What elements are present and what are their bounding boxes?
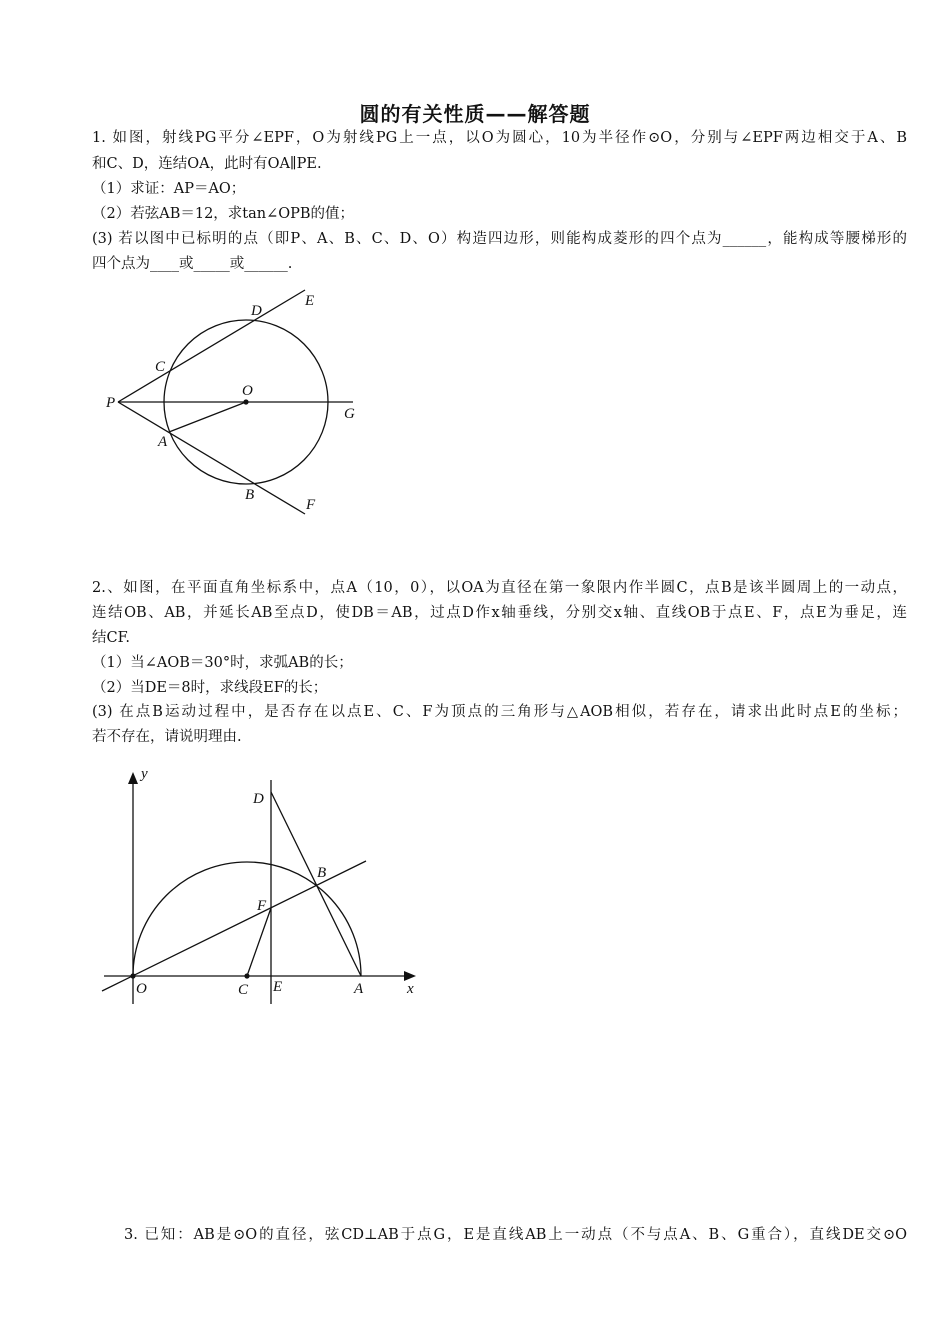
page-title: 圆的有关性质——解答题 — [359, 102, 591, 126]
problem2-figure — [95, 762, 425, 1012]
label-b: B — [245, 487, 255, 503]
line-ob — [102, 861, 366, 991]
problem2-part-2: （2）当DE＝8时，求线段EF的长； — [92, 680, 328, 696]
label-e: E — [273, 979, 283, 995]
problem1-line-2: 和C、D，连结OA，此时有OA∥PE. — [92, 156, 322, 172]
problem1-part-3: (3) 若以图中已标明的点（即P、A、B、C、D、O）构造四边形，则能构成菱形的四个点为______，能构成等腰梯形的 — [92, 231, 907, 247]
y-axis-arrow-icon — [128, 772, 138, 784]
label-d: D — [251, 303, 262, 319]
problem2-part-1: （1）当∠AOB＝30°时，求弧AB的长； — [92, 655, 353, 671]
point-c — [244, 973, 249, 978]
label-g: G — [344, 406, 355, 422]
x-axis-arrow-icon — [404, 971, 416, 981]
problem2-part-3: (3) 在点B运动过程中，是否存在以点E、C、F为顶点的三角形与△AOB相似，若存在，请求出此时点E的坐标； — [92, 704, 907, 720]
label-b: B — [317, 865, 327, 881]
label-x: x — [407, 981, 414, 997]
problem1-part-2: （2）若弦AB＝12，求tan∠OPB的值； — [92, 206, 355, 222]
label-o: O — [136, 981, 147, 997]
segment-da — [271, 792, 361, 976]
label-a: A — [158, 434, 168, 450]
label-d: D — [253, 791, 264, 807]
label-c: C — [238, 982, 249, 998]
problem1-part-1: （1）求证：AP＝AO； — [92, 181, 246, 197]
label-f: F — [257, 898, 267, 914]
label-y: y — [141, 766, 148, 782]
label-a: A — [354, 981, 364, 997]
ray-pe — [118, 290, 305, 402]
problem2-part-3-cont: 若不存在，请说明理由. — [92, 729, 242, 745]
label-o: O — [242, 383, 253, 399]
label-f: F — [306, 497, 316, 513]
problem1-figure — [95, 282, 375, 522]
problem2-line-3: 结CF. — [92, 630, 131, 646]
problem3-line-1: 3. 已知：AB是⊙O的直径，弦CD⊥AB于点G，E是直线AB上一动点（不与点A、B、G重合），直线DE交⊙O — [124, 1227, 907, 1243]
ray-pf — [118, 402, 305, 514]
point-o — [243, 399, 248, 404]
label-p: P — [106, 395, 116, 411]
label-c: C — [155, 359, 166, 375]
problem1-line-1: 1. 如图，射线PG平分∠EPF，O为射线PG上一点，以O为圆心，10为半径作⊙O，分别与∠EPF两边相交于A、B — [92, 130, 907, 146]
point-o — [130, 973, 135, 978]
label-e: E — [305, 293, 315, 309]
problem2-line-1: 2.、如图，在平面直角坐标系中，点A（10，0），以OA为直径在第一象限内作半圆C，点B是该半圆周上的一动点， — [92, 580, 907, 596]
problem2-line-2: 连结OB、AB，并延长AB至点D，使DB＝AB，过点D作x轴垂线，分别交x轴、直线OB于点E、F，点E为垂足，连 — [92, 605, 907, 621]
problem1-part-3-cont: 四个点为____或_____或______. — [92, 256, 293, 272]
segment-oa — [169, 402, 246, 432]
